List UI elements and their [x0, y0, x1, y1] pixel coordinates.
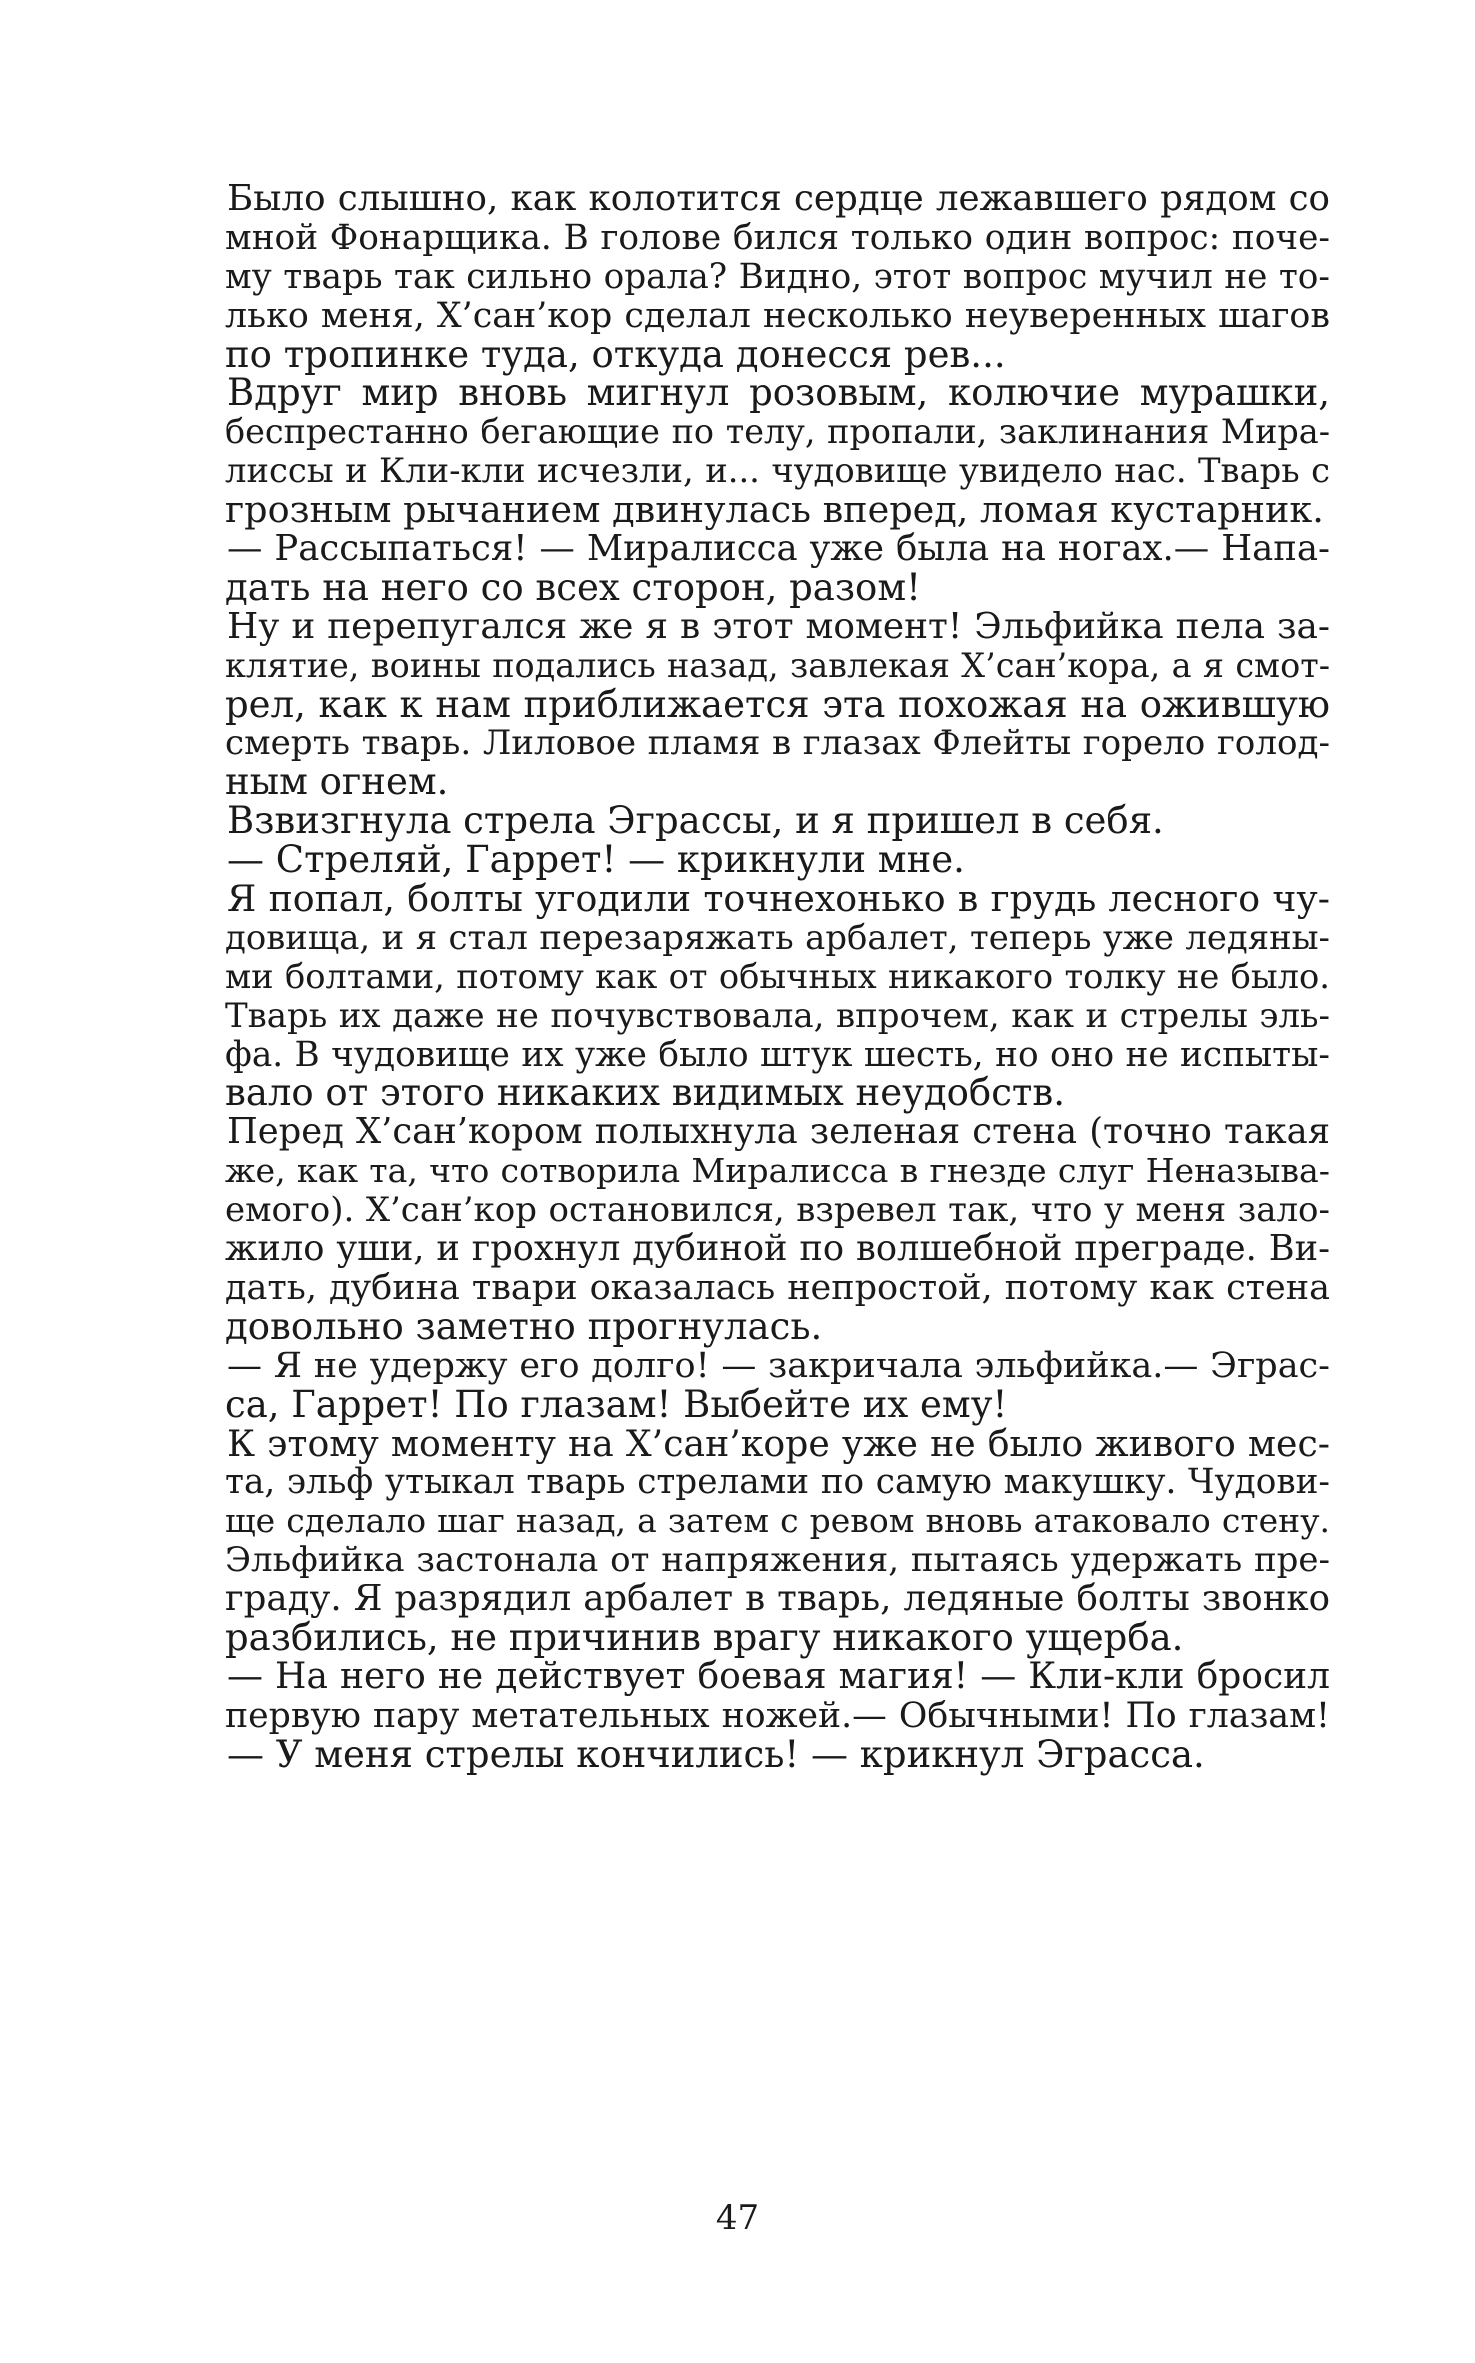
text-line: фа. В чудовище их уже было штук шесть, но оно не испыты-	[225, 1034, 1330, 1075]
body-text	[225, 180, 1330, 1775]
text-line: ным огнем.	[225, 760, 449, 804]
text-line: лиссы и Кли-кли исчезли, и... чудовище увидело нас. Тварь с	[225, 451, 1330, 491]
text-line: ще сделало шаг назад, а затем с ревом вновь атаковало стену.	[225, 1501, 1330, 1541]
text-line: Взвизгнула стрела Эграссы, и я пришел в себя.	[227, 799, 1164, 843]
text-line: — Я не удержу его долго! — закричала эльфийка.— Эграс-	[227, 1345, 1330, 1386]
text-line: довольно заметно прогнулась.	[225, 1304, 823, 1348]
text-line: Эльфийка застонала от напряжения, пытаясь удержать пре-	[225, 1540, 1330, 1581]
text-line: вало от этого никаких видимых неудобств.	[225, 1071, 1065, 1115]
text-line: первую пару метательных ножей.— Обычными! По глазам!	[225, 1695, 1330, 1736]
text-line: Я попал, болты угодили точнехонько в грудь лесного чу-	[227, 877, 1330, 921]
text-line: Тварь их даже не почувствовала, впрочем, как и стрелы эль-	[225, 995, 1330, 1036]
text-line: граду. Я разрядил арбалет в тварь, ледяные болты звонко	[225, 1578, 1330, 1620]
text-line: К этому моменту на Х’сан’коре уже не было живого мес-	[227, 1421, 1330, 1465]
text-line: Было слышно, как колотится сердце лежавшего рядом со	[227, 178, 1330, 219]
text-line: рел, как к нам приближается эта похожая на ожившую	[225, 682, 1330, 726]
text-line: же, как та, что сотворила Миралисса в гнезде слуг Неназыва-	[225, 1151, 1330, 1191]
text-line: разбились, не причинив врагу никакого ущерба.	[225, 1615, 1184, 1659]
text-line: дать на него со всех сторон, разом!	[225, 565, 921, 609]
page-number: 47	[715, 2198, 760, 2238]
text-line: грозным рычанием двинулась вперед, ломая кустарник.	[225, 488, 1324, 532]
text-line: смерть тварь. Лиловое пламя в глазах Флейты горело голод-	[225, 723, 1330, 764]
text-line: мной Фонарщика. В голове бился только один вопрос: поче-	[225, 217, 1330, 258]
text-line: — У меня стрелы кончились! — крикнул Эграсса.	[227, 1732, 1205, 1776]
text-line: — На него не действует боевая магия! — Кли-кли бросил	[227, 1655, 1330, 1697]
text-line: Ну и перепугался же я в этот момент! Эльфийка пела за-	[227, 605, 1330, 647]
text-line: са, Гаррет! По глазам! Выбейте их ему!	[225, 1382, 1008, 1426]
text-line: му тварь так сильно орала? Видно, этот вопрос мучил не то-	[225, 256, 1330, 297]
text-line: та, эльф утыкал тварь стрелами по самую макушку. Чудови-	[225, 1462, 1330, 1503]
text-line: довища, и я стал перезаряжать арбалет, теперь уже ледяны-	[225, 917, 1330, 957]
text-line: жило уши, и грохнул дубиной по волшебной преграде. Ви-	[225, 1228, 1330, 1270]
text-line: по тропинке туда, откуда донесся рев...	[225, 332, 1006, 376]
text-line: емого). Х’сан’кор остановился, взревел так, что у меня зало-	[225, 1190, 1330, 1231]
text-line: — Стреляй, Гаррет! — крикнули мне.	[227, 838, 965, 882]
text-line: клятие, воины подались назад, завлекая Х’сан’кора, а я смот-	[225, 645, 1330, 685]
text-line: Перед Х’сан’кором полыхнула зеленая стена (точно такая	[227, 1111, 1330, 1153]
text-line: дать, дубина твари оказалась непростой, потому как стена	[225, 1266, 1330, 1308]
text-line: Вдруг мир вновь мигнул розовым, колючие мурашки,	[227, 371, 1330, 415]
text-line: — Рассыпаться! — Миралисса уже была на ногах.— Напа-	[227, 528, 1330, 570]
text-line: беспрестанно бегающие по телу, пропали, заклинания Мира-	[225, 412, 1330, 452]
text-line: лько меня, Х’сан’кор сделал несколько неуверенных шагов	[225, 295, 1330, 336]
text-line: ми болтами, потому как от обычных никакого толку не было.	[225, 956, 1330, 996]
